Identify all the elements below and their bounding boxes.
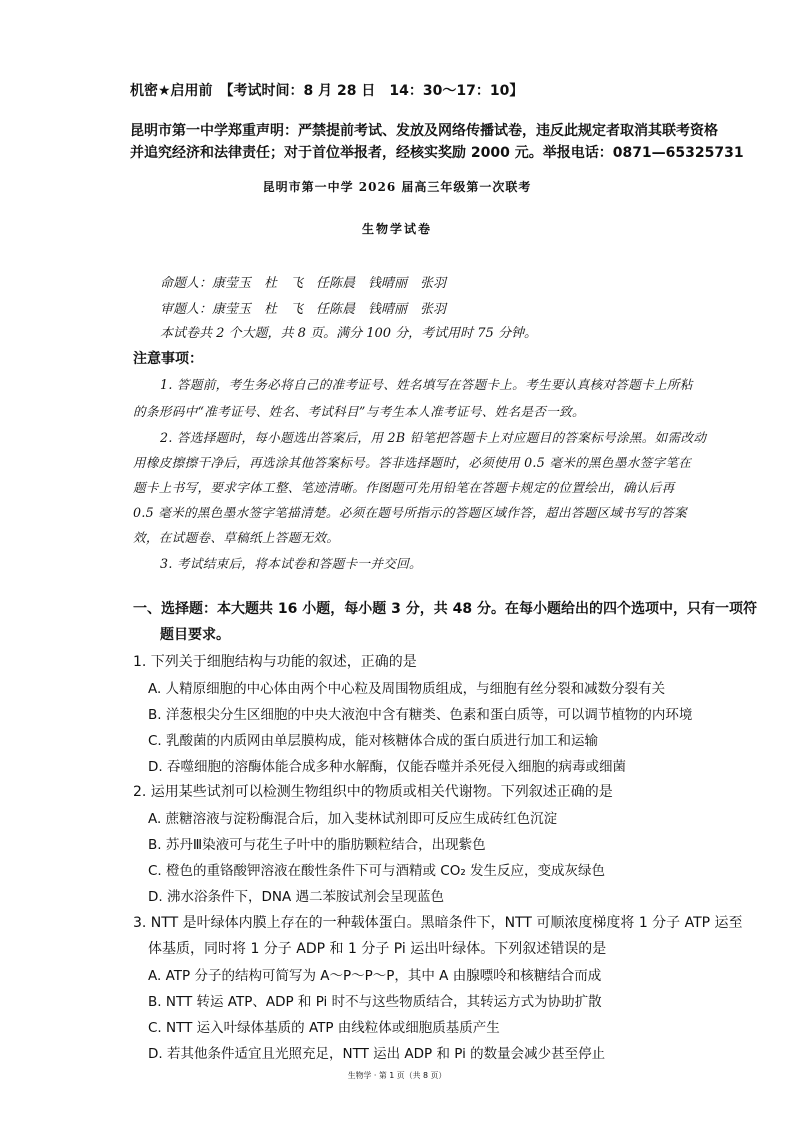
notice-line-2: 并追究经济和法律责任；对于首位举报者，经核实奖励 2000 元。举报电话：0871—65325731 xyxy=(130,145,744,161)
page-title: 昆明市第一中学 2026 届高三年级第一次联考 xyxy=(262,180,532,194)
question-option: B. 苏丹Ⅲ染液可与花生子叶中的脂肪颗粒结合，出现紫色 xyxy=(148,837,486,853)
attention-line: 1. 答题前，考生务必将自己的准考证号、姓名填写在答题卡上。考生要认真核对答题卡上所粘 xyxy=(160,377,693,392)
question-option: C. 橙色的重铬酸钾溶液在酸性条件下可与酒精或 CO₂ 发生反应，变成灰绿色 xyxy=(148,863,606,879)
reviewers-line: 审题人：康莹玉 杜 飞 任陈晨 钱晴丽 张羽 xyxy=(160,302,447,317)
question-option: D. 沸水浴条件下，DNA 遇二苯胺试剂会呈现蓝色 xyxy=(148,889,444,905)
attention-title: 注意事项： xyxy=(133,351,203,367)
question-option: D. 若其他条件适宜且光照充足，NTT 运出 ADP 和 Pi 的数量会减少甚至停止 xyxy=(148,1046,606,1062)
question-option: C. NTT 运入叶绿体基质的 ATP 由线粒体或细胞质基质产生 xyxy=(148,1020,500,1036)
question-stem: 2. 运用某些试剂可以检测生物组织中的物质或相关代谢物。下列叙述正确的是 xyxy=(133,784,613,800)
question-stem: 1. 下列关于细胞结构与功能的叙述，正确的是 xyxy=(133,654,417,670)
page-subtitle: 生物学试卷 xyxy=(361,222,432,236)
question-option: C. 乳酸菌的内质网由单层膜构成，能对核糖体合成的蛋白质进行加工和运输 xyxy=(148,733,599,749)
attention-line: 2. 答选择题时，每小题选出答案后，用 2B 铅笔把答题卡上对应题目的答案标号涂黑。如需改动 xyxy=(160,430,707,445)
notice-line-1: 昆明市第一中学郑重声明：严禁提前考试、发放及网络传播试卷，违反此规定者取消其联考资格 xyxy=(130,123,718,139)
section-heading: 一、选择题：本大题共 16 小题，每小题 3 分，共 48 分。在每小题给出的四个选项中，只有一项符 xyxy=(133,601,757,617)
question-option: D. 吞噬细胞的溶酶体能合成多种水解酶，仅能吞噬并杀死侵入细胞的病毒或细菌 xyxy=(148,759,626,775)
question-option: B. 洋葱根尖分生区细胞的中央大液泡中含有糖类、色素和蛋白质等，可以调节植物的内环境 xyxy=(148,707,693,723)
question-option: A. 蔗糖溶液与淀粉酶混合后，加入斐林试剂即可反应生成砖红色沉淀 xyxy=(148,811,558,827)
page-footer: 生物学 · 第 1 页（共 8 页） xyxy=(347,1071,447,1080)
attention-line: 3. 考试结束后，将本试卷和答题卡一并交回。 xyxy=(160,556,422,571)
attention-line: 题卡上书写，要求字体工整、笔迹清晰。作图题可先用铅笔在答题卡规定的位置绘出，确认后再 xyxy=(133,480,675,495)
question-stem-cont: 体基质，同时将 1 分子 ADP 和 1 分子 Pi 运出叶绿体。下列叙述错误的是 xyxy=(148,941,607,957)
exam-info-line: 本试卷共 2 个大题，共 8 页。满分 100 分，考试用时 75 分钟。 xyxy=(160,326,537,341)
attention-line: 效，在试题卷、草稿纸上答题无效。 xyxy=(133,530,340,545)
question-stem: 3. NTT 是叶绿体内膜上存在的一种载体蛋白。黑暗条件下，NTT 可顺浓度梯度将 1 分子 ATP 运至 xyxy=(133,915,743,931)
question-option: A. 人精原细胞的中心体由两个中心粒及周围物质组成，与细胞有丝分裂和减数分裂有关 xyxy=(148,681,666,697)
authors-line: 命题人：康莹玉 杜 飞 任陈晨 钱晴丽 张羽 xyxy=(160,276,447,291)
question-option: A. ATP 分子的结构可简写为 A～P～P～P，其中 A 由腺嘌呤和核糖结合而成 xyxy=(148,968,602,984)
attention-line: 的条形码中“准考证号、姓名、考试科目”与考生本人准考证号、姓名是否一致。 xyxy=(133,404,585,419)
attention-line: 用橡皮擦擦干净后，再选涂其他答案标号。答非选择题时，必须使用 0.5 毫米的黑色墨水签字笔在 xyxy=(133,455,692,470)
secret-label: 机密★启用前 【考试时间：8 月 28 日 14：30～17：10】 xyxy=(130,83,524,99)
attention-line: 0.5 毫米的黑色墨水签字笔描清楚。必须在题号所指示的答题区域作答，超出答题区域书写的答案 xyxy=(133,505,687,520)
question-option: B. NTT 转运 ATP、ADP 和 Pi 时不与这些物质结合，其转运方式为协助扩散 xyxy=(148,994,602,1010)
section-heading-cont: 题目要求。 xyxy=(160,627,230,643)
